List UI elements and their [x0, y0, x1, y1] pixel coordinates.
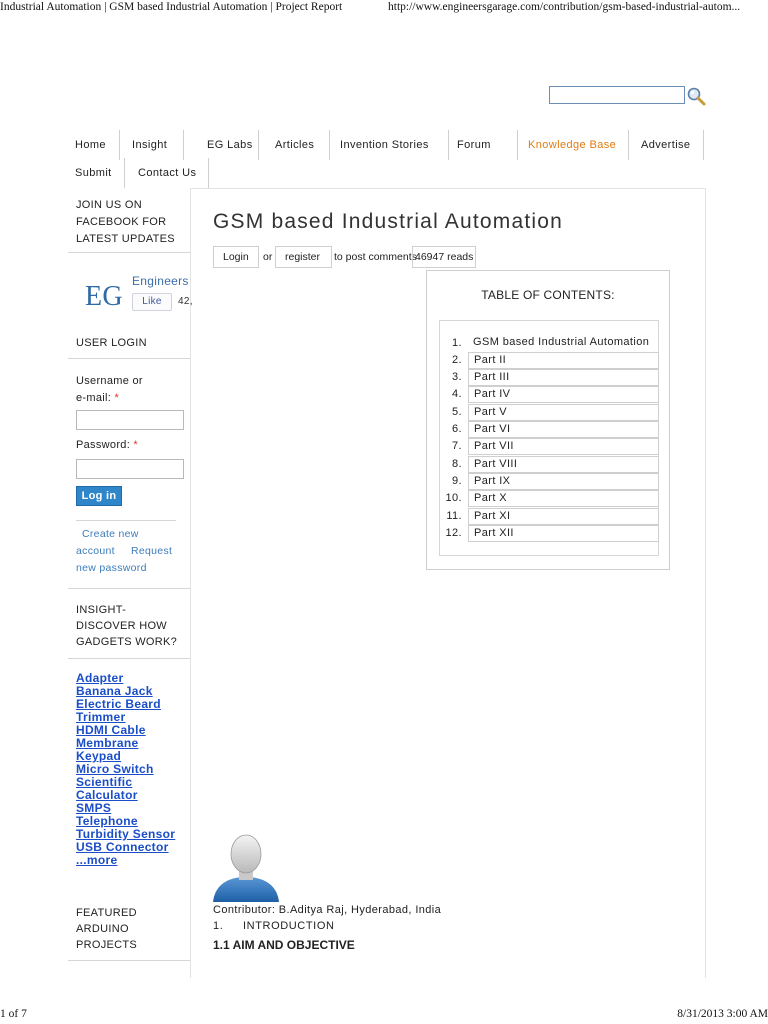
username-label: Username or e-mail: * — [76, 375, 143, 404]
register-link[interactable]: register — [275, 246, 332, 268]
required-mark: * — [133, 439, 139, 451]
nav-knowledge-base[interactable]: Knowledge Base — [521, 130, 629, 160]
gadget-link[interactable]: SMPS — [76, 801, 112, 815]
gadget-link[interactable]: Calculator — [76, 788, 138, 802]
gadget-link[interactable]: HDMI Cable — [76, 723, 146, 737]
sidebar-divider — [68, 588, 190, 589]
create-account-link[interactable]: Create new — [82, 528, 139, 540]
gadget-link[interactable]: Micro Switch — [76, 762, 154, 776]
gadget-link[interactable]: Adapter — [76, 671, 124, 685]
nav-submit[interactable]: Submit — [68, 158, 125, 188]
password-field[interactable] — [76, 459, 184, 479]
insight-heading: INSIGHT- DISCOVER HOW GADGETS WORK? — [76, 604, 178, 648]
username-field[interactable] — [76, 410, 184, 430]
gadget-link[interactable]: Electric Beard — [76, 697, 161, 711]
sidebar-divider — [68, 252, 190, 253]
reads-count: 46947 reads — [412, 246, 476, 268]
login-link[interactable]: Login — [213, 246, 259, 268]
create-account-link[interactable]: account — [76, 545, 115, 557]
gadget-link[interactable]: USB Connector — [76, 840, 169, 854]
table-of-contents — [426, 270, 670, 570]
gadget-link[interactable]: Telephone — [76, 814, 138, 828]
aim-heading: 1.1 AIM AND OBJECTIVE — [213, 938, 355, 952]
print-page-title: Industrial Automation | GSM based Industrial Automation | Project Report — [0, 1, 343, 13]
contributor-label: Contributor: — [213, 904, 276, 916]
login-button[interactable]: Log in — [76, 486, 122, 506]
print-footer — [0, 1006, 768, 1024]
contributor-name: B.Aditya Raj, Hyderabad, India — [278, 904, 442, 916]
sidebar-divider — [68, 358, 190, 359]
gadget-link[interactable]: Scientific — [76, 775, 133, 789]
page-title: GSM based Industrial Automation — [213, 210, 564, 233]
gadget-link[interactable]: Membrane — [76, 736, 139, 750]
section-number: 1. — [213, 920, 224, 932]
facebook-like-button[interactable]: Like — [132, 293, 172, 311]
gadget-link[interactable]: Trimmer — [76, 710, 126, 724]
toc-list: 1. GSM based Industrial Automation 2. Part II 3. Part III 4. Part IV 5. Part V 6. Part VI 7. Part VII 8. Part VIII 9. Part IX 10. Part X 11. Part XI 12. Part XII — [439, 320, 659, 556]
featured-heading: FEATURED ARDUINO PROJECTS — [76, 907, 138, 951]
facebook-join-heading: JOIN US ON FACEBOOK FOR LATEST UPDATES — [76, 199, 175, 245]
nav-home[interactable]: Home — [68, 130, 120, 160]
required-mark: * — [114, 392, 120, 404]
nav-articles[interactable]: Articles — [268, 130, 330, 160]
nav-invention-stories[interactable]: Invention Stories — [333, 130, 449, 160]
nav-insight[interactable]: Insight — [125, 130, 184, 160]
nav-contact-us[interactable]: Contact Us — [131, 158, 209, 188]
user-login-heading: USER LOGIN — [76, 337, 147, 349]
sidebar-divider — [76, 520, 176, 521]
request-password-link[interactable]: Request — [130, 545, 173, 557]
section-title: INTRODUCTION — [243, 920, 335, 932]
print-header — [0, 0, 768, 16]
facebook-page-name[interactable]: Engineers — [132, 274, 189, 288]
gadget-more-link[interactable]: ...more — [76, 853, 118, 867]
gadget-link[interactable]: Banana Jack — [76, 684, 153, 698]
print-page-url: http://www.engineersgarage.com/contribution/gsm-based-industrial-autom... — [388, 1, 741, 13]
sidebar-divider — [68, 658, 190, 659]
toc-heading: TABLE OF CONTENTS: — [481, 288, 615, 302]
print-date: 8/31/2013 3:00 AM — [677, 1008, 768, 1020]
user-avatar-icon — [211, 830, 281, 902]
nav-advertise[interactable]: Advertise — [634, 130, 704, 160]
print-page-number: 1 of 7 — [0, 1008, 27, 1020]
facebook-like-count: 42, — [178, 296, 193, 307]
password-label: Password: * — [76, 439, 139, 451]
contributor-line — [213, 904, 441, 916]
search-input[interactable] — [549, 86, 685, 104]
gadget-link[interactable]: Keypad — [76, 749, 122, 763]
gadget-link[interactable]: Turbidity Sensor — [76, 827, 176, 841]
nav-forum[interactable]: Forum — [450, 130, 518, 160]
search-icon — [686, 86, 706, 106]
post-comments-text: to post comments — [334, 251, 417, 263]
or-text: or — [263, 251, 273, 263]
search-button[interactable] — [686, 86, 706, 106]
request-password-link[interactable]: new password — [76, 562, 147, 574]
sidebar-divider — [68, 960, 190, 961]
account-links — [76, 526, 172, 577]
contributor-avatar — [211, 830, 281, 902]
gadget-links-list — [76, 672, 175, 867]
nav-eg-labs[interactable]: EG Labs — [200, 130, 259, 160]
eg-logo[interactable]: EG — [85, 281, 123, 312]
section-introduction — [213, 920, 335, 932]
